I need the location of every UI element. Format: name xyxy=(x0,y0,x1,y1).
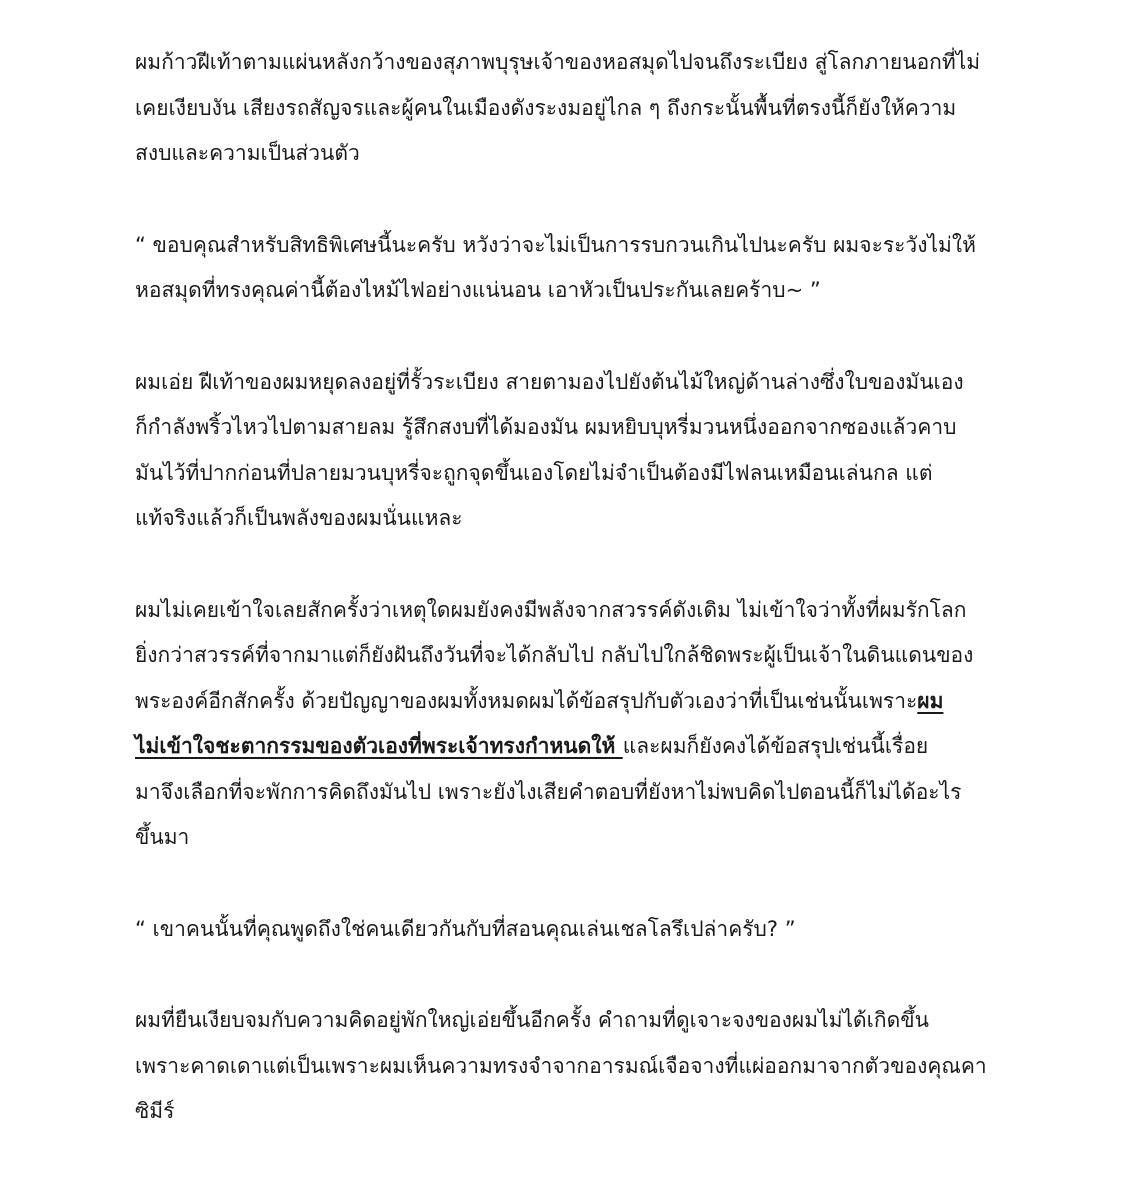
text-line xyxy=(135,770,1005,816)
text-line xyxy=(135,724,1005,770)
text-run: พระองค์อีกสักครั้ง ด้วยปัญญาของผมทั้งหมดผมได้ข้อสรุปกับตัวเองว่าที่เป็นเช่นนั้นเพราะ xyxy=(135,688,918,713)
paragraph-3 xyxy=(135,360,1005,542)
text-line xyxy=(135,40,1005,86)
text-line xyxy=(135,679,1005,725)
text-run: ผมเอ่ย ฝีเท้าของผมหยุดลงอยู่ที่รั้วระเบียง สายตามองไปยังต้นไม้ใหญ่ด้านล่างซึ่งใบของมันเอง xyxy=(135,369,964,394)
text-run: ยิ่งกว่าสวรรค์ที่จากมาแต่ก็ยังฝันถึงวันที่จะได้กลับไป กลับไปใกล้ชิดพระผู้เป็นเจ้าในดินแดนของ xyxy=(135,643,974,667)
text-line xyxy=(135,907,1005,953)
text-run: ผมที่ยืนเงียบจมกับความคิดอยู่พักใหญ่เอ่ยขึ้นอีกครั้ง คำถามที่ดูเจาะจงของผมไม่ได้เกิดขึ้น xyxy=(135,1008,929,1032)
text-line xyxy=(135,588,1005,634)
text-run: ขึ้นมา xyxy=(135,825,190,849)
text-run: หอสมุดที่ทรงคุณค่านี้ต้องไหม้ไฟอย่างแน่นอน เอาหัวเป็นประกันเลยคร้าบ~ ” xyxy=(135,278,821,302)
paragraph-4 xyxy=(135,588,1005,861)
text-line xyxy=(135,451,1005,497)
text-run: แท้จริงแล้วก็เป็นพลังของผมนั่นแหละ xyxy=(135,506,463,530)
text-line xyxy=(135,1044,1005,1090)
text-run: ก็กำลังพริ้วไหวไปตามสายลม รู้สึกสงบที่ได้มองมัน ผมหยิบบุหรี่มวนหนึ่งออกจากซองแล้วคาบ xyxy=(135,415,957,439)
text-run: ผมก้าวฝีเท้าตามแผ่นหลังกว้างของสุภาพบุรุษเจ้าของหอสมุดไปจนถึงระเบียง สู่โลกภายนอกที่ไม่ xyxy=(135,50,981,74)
text-line xyxy=(135,496,1005,542)
text-line xyxy=(135,223,1005,269)
paragraph-2-dialogue xyxy=(135,223,1005,314)
paragraph-5-dialogue xyxy=(135,907,1005,953)
text-run: มาจึงเลือกที่จะพักการคิดถึงมันไป เพราะยังไงเสียคำตอบที่ยังหาไม่พบคิดไปตอนนี้ก็ไม่ได้อะไร xyxy=(135,779,962,804)
paragraph-6 xyxy=(135,998,1005,1135)
text-run: เคยเงียบงัน เสียงรถสัญจรและผู้คนในเมืองดังระงมอยู่ไกล ๆ ถึงกระนั้นพื้นที่ตรงนี้ก็ยังให้ความ xyxy=(135,95,957,120)
text-run: “ ขอบคุณสำหรับสิทธิพิเศษนี้นะครับ หวังว่าจะไม่เป็นการรบกวนเกินไปนะครับ ผมจะระวังไม่ให้ xyxy=(135,232,976,257)
text-run: สงบและความเป็นส่วนตัว xyxy=(135,141,360,165)
text-run: มันไว้ที่ปากก่อนที่ปลายมวนบุหรี่จะถูกจุดขึ้นเองโดยไม่จำเป็นต้องมีไฟลนเหมือนเล่นกล แต่ xyxy=(135,460,933,485)
text-line xyxy=(135,86,1005,132)
text-run: ซิมีร์ xyxy=(135,1099,175,1123)
text-line xyxy=(135,633,1005,679)
document-body xyxy=(135,40,1005,1181)
text-run: ผมไม่เคยเข้าใจเลยสักครั้งว่าเหตุใดผมยังคงมีพลังจากสวรรค์ดังเดิม ไม่เข้าใจว่าทั้งที่ผมรักโลก xyxy=(135,597,967,622)
text-run: “ เขาคนนั้นที่คุณพูดถึงใช่คนเดียวกันกับที่สอนคุณเล่นเชลโลรึเปล่าครับ? ” xyxy=(135,916,796,941)
text-line xyxy=(135,998,1005,1044)
emphasized-text: ผม xyxy=(917,688,944,713)
emphasized-text: ไม่เข้าใจชะตากรรมของตัวเองที่พระเจ้าทรงกำหนดให้ xyxy=(135,734,623,758)
paragraph-1 xyxy=(135,40,1005,177)
text-line xyxy=(135,268,1005,314)
text-line xyxy=(135,131,1005,177)
text-line xyxy=(135,1089,1005,1135)
text-run: เพราะคาดเดาแต่เป็นเพราะผมเห็นความทรงจำจากอารมณ์เจือจางที่แผ่ออกมาจากตัวของคุณคา xyxy=(135,1053,987,1078)
text-line xyxy=(135,815,1005,861)
text-line xyxy=(135,405,1005,451)
text-line xyxy=(135,360,1005,406)
text-run: และผมก็ยังคงได้ข้อสรุปเช่นนี้เรื่อย xyxy=(622,734,929,758)
